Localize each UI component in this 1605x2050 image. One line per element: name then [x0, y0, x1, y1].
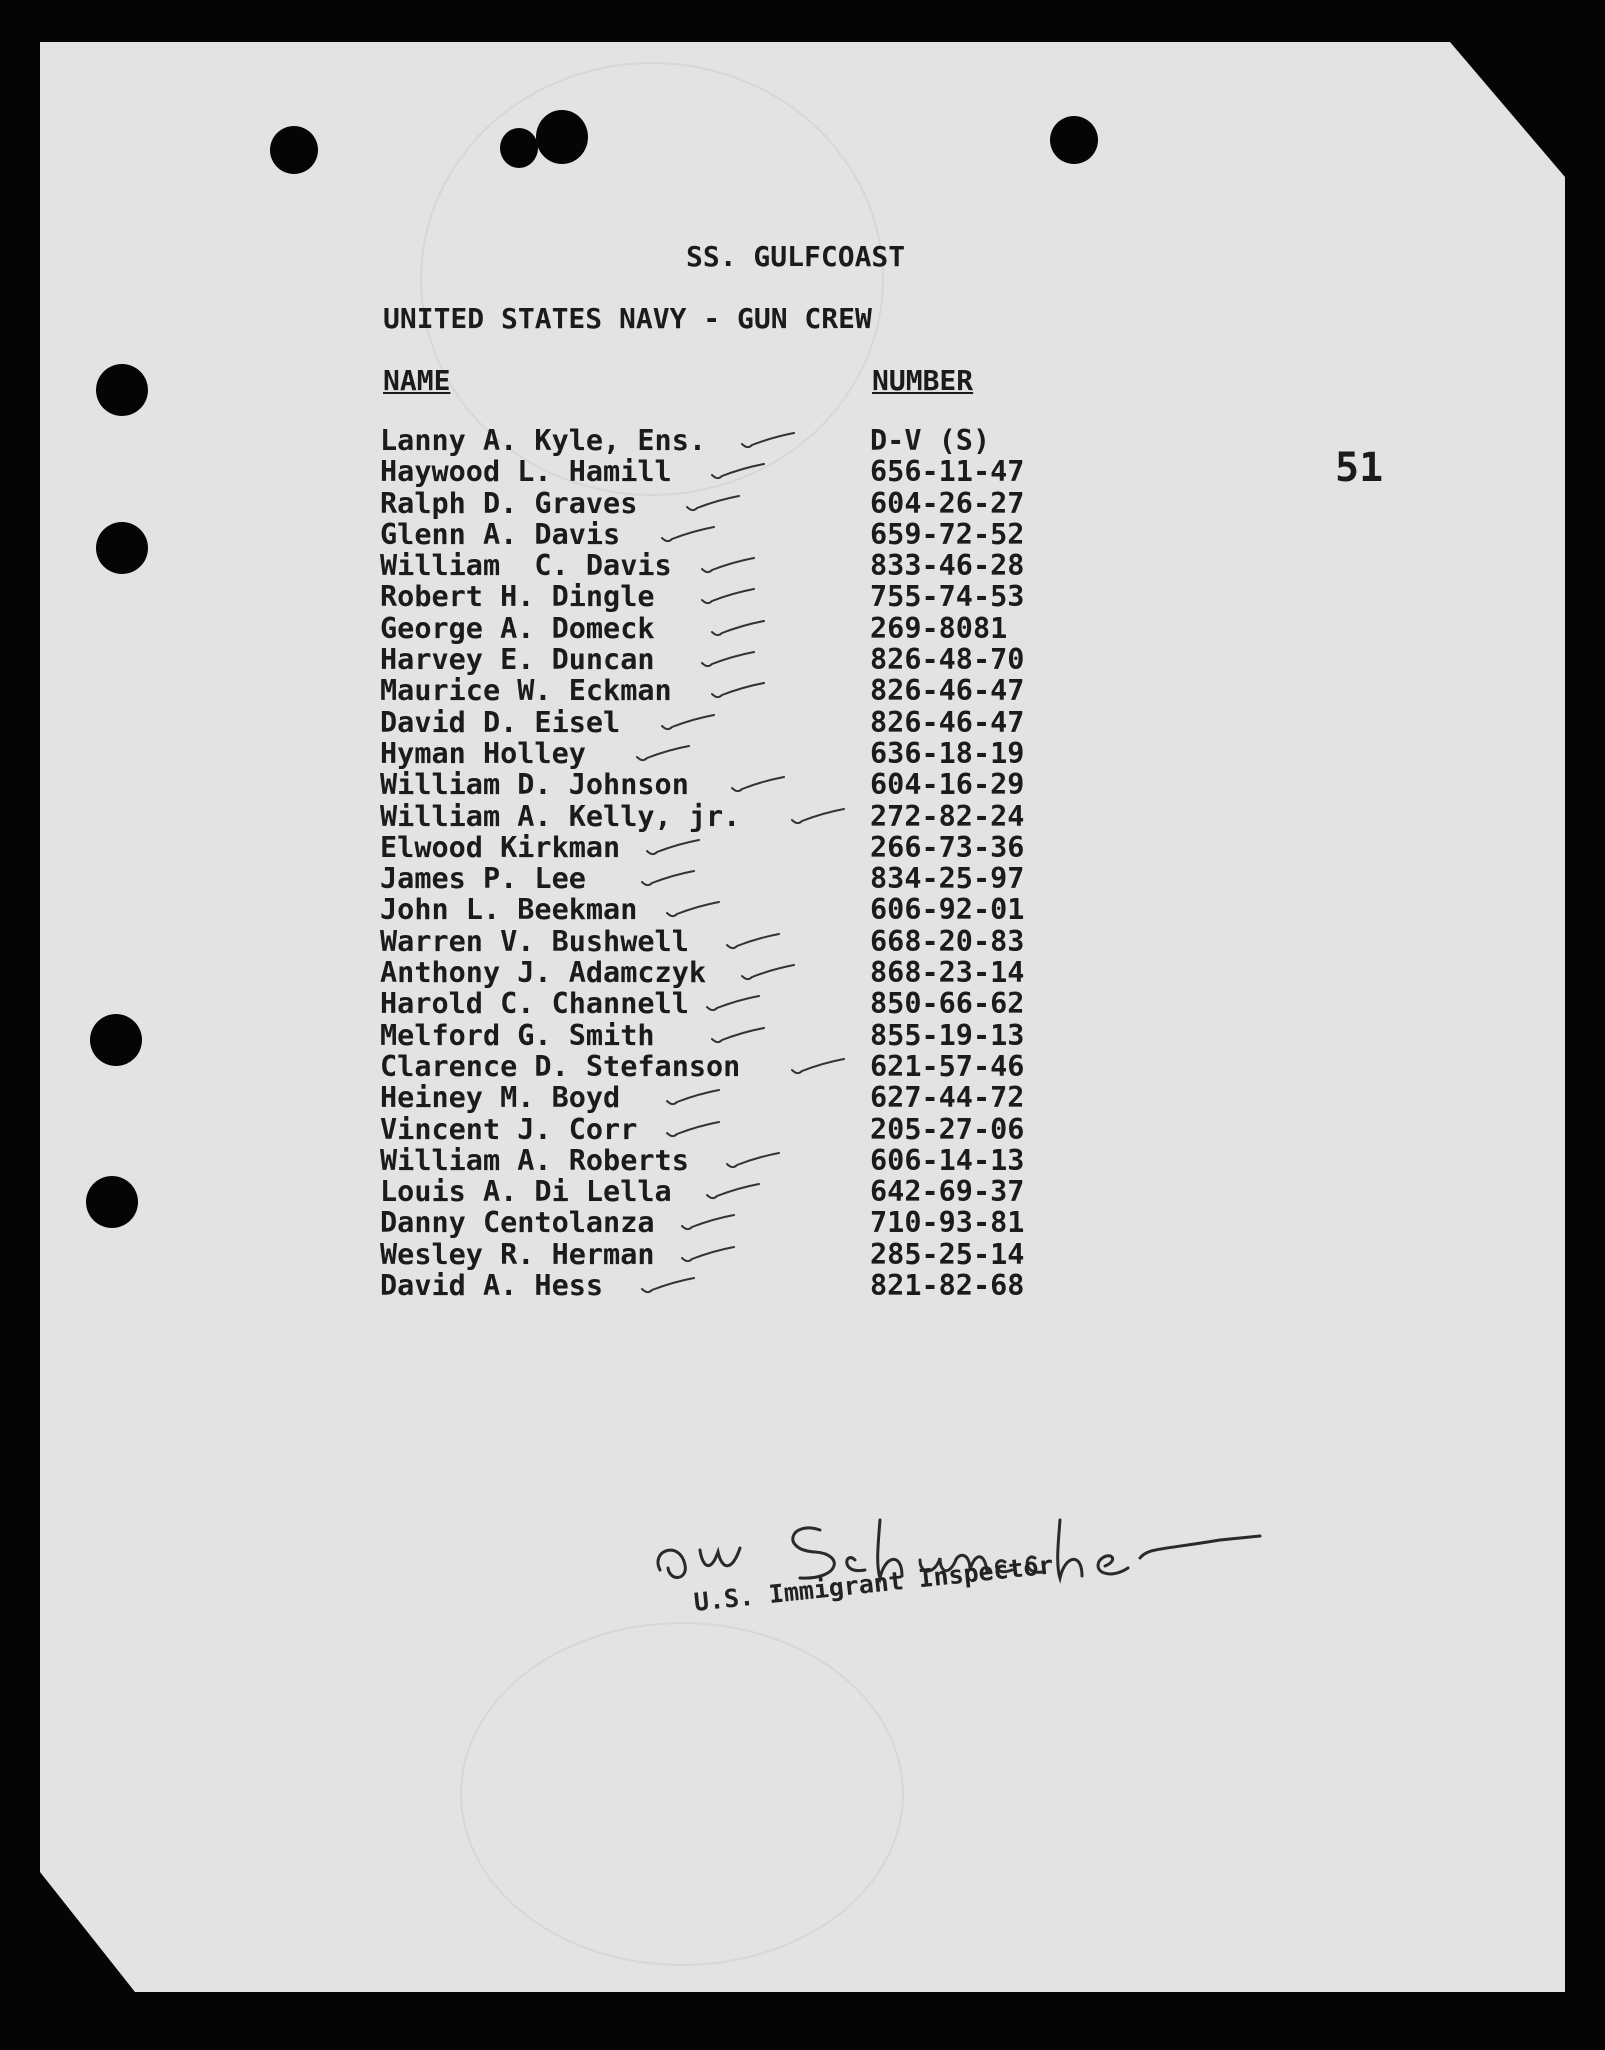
- crew-name: Danny Centolanza: [380, 1206, 655, 1240]
- check-mark-icon: [660, 526, 716, 544]
- check-mark-icon: [705, 995, 761, 1013]
- crew-row: [380, 925, 1080, 956]
- crew-name: Wesley R. Herman: [380, 1237, 655, 1271]
- crew-row: [380, 674, 1080, 708]
- check-mark-icon: [680, 1246, 736, 1264]
- crew-name: David A. Hess: [380, 1269, 604, 1303]
- punch-hole: [90, 1014, 142, 1066]
- crew-number: 868-23-14: [870, 956, 1025, 990]
- crew-number: 659-72-52: [870, 517, 1025, 551]
- crew-name: Haywood L. Hamill: [380, 455, 672, 489]
- punch-hole: [270, 126, 318, 174]
- crew-name: George A. Domeck: [380, 611, 655, 645]
- crew-row: [380, 862, 1080, 896]
- check-mark-icon: [700, 588, 756, 606]
- crew-number: 604-26-27: [870, 486, 1025, 520]
- document-subtitle: UNITED STATES NAVY - GUN CREW: [383, 302, 872, 335]
- crew-name: Anthony J. Adamczyk: [380, 956, 707, 990]
- page-number: 51: [1335, 445, 1384, 491]
- crew-row: [380, 893, 1080, 927]
- crew-row: [380, 800, 1080, 831]
- crew-row: [380, 1206, 1080, 1240]
- crew-name: William C. Davis: [380, 549, 672, 583]
- check-mark-icon: [790, 1058, 846, 1076]
- crew-number: 642-69-37: [870, 1175, 1025, 1209]
- check-mark-icon: [640, 870, 696, 888]
- crew-number: 656-11-47: [870, 455, 1025, 489]
- check-mark-icon: [740, 432, 796, 450]
- crew-number: 266-73-36: [870, 830, 1025, 864]
- check-mark-icon: [710, 463, 766, 481]
- crew-row: [380, 549, 1080, 583]
- crew-row: [380, 424, 1080, 455]
- crew-row: [380, 1050, 1080, 1081]
- crew-row: [380, 487, 1080, 518]
- crew-name: Maurice W. Eckman: [380, 674, 672, 708]
- crew-list: [380, 424, 1080, 1303]
- check-mark-icon: [725, 933, 781, 951]
- check-mark-icon: [665, 901, 721, 919]
- crew-name: James P. Lee: [380, 862, 586, 896]
- crew-row: [380, 1238, 1080, 1269]
- crew-name: William A. Roberts: [380, 1143, 689, 1177]
- crew-name: Clarence D. Stefanson: [380, 1049, 741, 1083]
- crew-row: [380, 706, 1080, 737]
- check-mark-icon: [665, 1089, 721, 1107]
- crew-row: [380, 1144, 1080, 1175]
- crew-name: John L. Beekman: [380, 893, 638, 927]
- crew-row: [380, 768, 1080, 802]
- crew-number: 834-25-97: [870, 862, 1025, 896]
- check-mark-icon: [645, 839, 701, 857]
- check-mark-icon: [710, 682, 766, 700]
- punch-hole: [1050, 116, 1098, 164]
- crew-number: 755-74-53: [870, 580, 1025, 614]
- column-header-name: NAME: [383, 364, 451, 397]
- crew-row: [380, 643, 1080, 677]
- crew-number: D-V (S): [870, 424, 991, 457]
- crew-row: [380, 987, 1080, 1021]
- check-mark-icon: [700, 557, 756, 575]
- crew-number: 821-82-68: [870, 1269, 1025, 1303]
- check-mark-icon: [665, 1121, 721, 1139]
- crew-name: Warren V. Bushwell: [380, 924, 689, 958]
- crew-name: Glenn A. Davis: [380, 517, 621, 551]
- punch-hole: [96, 364, 148, 416]
- crew-number: 826-46-47: [870, 705, 1025, 739]
- crew-row: [380, 1269, 1080, 1303]
- crew-number: 285-25-14: [870, 1237, 1025, 1271]
- crew-number: 636-18-19: [870, 736, 1025, 770]
- crew-row: [380, 956, 1080, 990]
- crew-number: 627-44-72: [870, 1081, 1025, 1115]
- crew-number: 604-16-29: [870, 768, 1025, 802]
- crew-row: [380, 1113, 1080, 1144]
- crew-name: Lanny A. Kyle, Ens.: [380, 424, 707, 457]
- crew-row: [380, 580, 1080, 614]
- crew-number: 606-14-13: [870, 1143, 1025, 1177]
- crew-name: Vincent J. Corr: [380, 1112, 638, 1146]
- crew-row: [380, 831, 1080, 862]
- punch-hole: [96, 522, 148, 574]
- crew-number: 606-92-01: [870, 893, 1025, 927]
- check-mark-icon: [640, 1277, 696, 1295]
- crew-number: 205-27-06: [870, 1112, 1025, 1146]
- crew-name: William D. Johnson: [380, 768, 689, 802]
- crew-number: 850-66-62: [870, 987, 1025, 1021]
- document-title: SS. GULFCOAST: [686, 240, 906, 273]
- punch-hole: [86, 1176, 138, 1228]
- column-header-number: NUMBER: [872, 364, 974, 397]
- crew-row: [380, 1019, 1080, 1050]
- check-mark-icon: [660, 714, 716, 732]
- crew-name: Ralph D. Graves: [380, 486, 638, 520]
- crew-name: Robert H. Dingle: [380, 580, 655, 614]
- check-mark-icon: [635, 745, 691, 763]
- crew-number: 855-19-13: [870, 1018, 1025, 1052]
- crew-name: Hyman Holley: [380, 736, 586, 770]
- crew-name: William A. Kelly, jr.: [380, 799, 741, 833]
- check-mark-icon: [680, 1214, 736, 1232]
- punch-hole: [500, 128, 538, 168]
- crew-row: [380, 612, 1080, 643]
- crew-name: Elwood Kirkman: [380, 830, 621, 864]
- crew-number: 833-46-28: [870, 549, 1025, 583]
- check-mark-icon: [685, 495, 741, 513]
- crew-number: 826-48-70: [870, 643, 1025, 677]
- check-mark-icon: [740, 964, 796, 982]
- crew-row: [380, 518, 1080, 549]
- check-mark-icon: [700, 651, 756, 669]
- check-mark-icon: [710, 620, 766, 638]
- crew-row: [380, 737, 1080, 768]
- check-mark-icon: [730, 776, 786, 794]
- crew-row: [380, 1081, 1080, 1115]
- crew-row: [380, 1175, 1080, 1209]
- crew-name: Melford G. Smith: [380, 1018, 655, 1052]
- check-mark-icon: [705, 1183, 761, 1201]
- crew-name: David D. Eisel: [380, 705, 621, 739]
- crew-number: 621-57-46: [870, 1049, 1025, 1083]
- crew-number: 668-20-83: [870, 924, 1025, 958]
- check-mark-icon: [710, 1027, 766, 1045]
- crew-name: Heiney M. Boyd: [380, 1081, 621, 1115]
- signature-title: U.S. Immigrant Inspector: [692, 1550, 1055, 1617]
- crew-row: [380, 455, 1080, 489]
- punch-hole: [536, 110, 588, 164]
- crew-number: 710-93-81: [870, 1206, 1025, 1240]
- crew-number: 826-46-47: [870, 674, 1025, 708]
- check-mark-icon: [725, 1152, 781, 1170]
- crew-number: 269-8081: [870, 611, 1008, 645]
- watermark-seal-bottom: [460, 1622, 904, 1966]
- crew-name: Louis A. Di Lella: [380, 1175, 672, 1209]
- check-mark-icon: [790, 808, 846, 826]
- crew-number: 272-82-24: [870, 799, 1025, 833]
- crew-name: Harvey E. Duncan: [380, 643, 655, 677]
- crew-name: Harold C. Channell: [380, 987, 689, 1021]
